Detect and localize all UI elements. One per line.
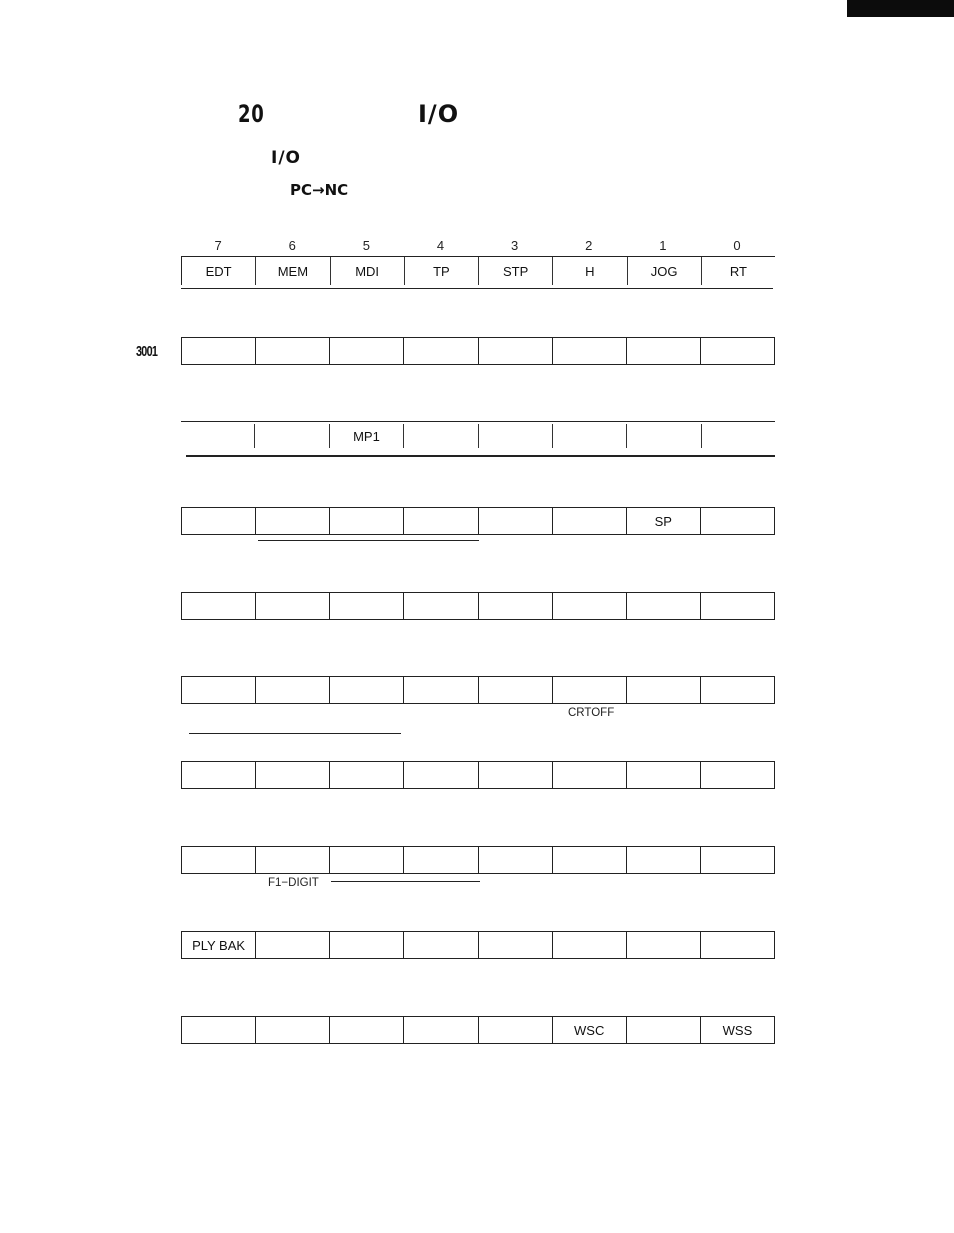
register-row-mode — [181, 257, 775, 285]
corner-tab-mark — [847, 0, 954, 17]
bit-cell — [404, 424, 478, 448]
bracket-line — [258, 540, 479, 541]
bit-number: 7 — [214, 238, 222, 253]
bit-number: 2 — [585, 238, 593, 253]
bit-cell — [182, 508, 256, 534]
bit-cell: MP1 — [330, 424, 404, 448]
bit-cell — [256, 1017, 330, 1043]
bit-number: 6 — [288, 238, 296, 253]
bit-cell — [701, 338, 774, 364]
bit-cell — [627, 847, 701, 873]
register-address: 3001 — [136, 343, 158, 360]
bit-cell: RT — [729, 263, 747, 279]
bit-cell — [553, 677, 627, 703]
bit-cell: PLY BAK — [182, 932, 256, 958]
bit-cell — [479, 847, 553, 873]
bit-cell — [255, 424, 329, 448]
bit-cell — [553, 762, 627, 788]
register-row-wsc-wss — [181, 1016, 775, 1044]
bit-cell: SP — [627, 508, 701, 534]
bit-cell — [404, 762, 478, 788]
bit-cell — [256, 677, 330, 703]
bit-cell — [330, 338, 404, 364]
bit-cell — [404, 508, 478, 534]
crtoff-note: CRTOFF — [568, 707, 615, 719]
bit-cell — [182, 593, 256, 619]
bit-cell — [702, 424, 775, 448]
bit-cell — [404, 847, 478, 873]
chapter-title: I/O — [418, 100, 460, 128]
bit-number-header — [181, 238, 774, 256]
register-row — [181, 592, 775, 620]
register-row-3001 — [181, 337, 775, 365]
register-row-ply-bak — [181, 931, 775, 959]
subsection-title: PC→NC — [290, 181, 349, 199]
bit-cell — [701, 593, 774, 619]
bracket-line — [189, 733, 401, 734]
bit-cell: TP — [405, 257, 479, 285]
bit-cell — [256, 762, 330, 788]
bit-number: 3 — [510, 238, 519, 253]
bit-cell — [553, 338, 627, 364]
bit-cell — [553, 508, 627, 534]
bit-cell — [330, 1017, 404, 1043]
bit-cell: MEM — [256, 257, 330, 285]
bit-cell — [330, 593, 404, 619]
bit-cell — [553, 593, 627, 619]
bit-cell — [627, 1017, 701, 1043]
bit-cell — [627, 677, 701, 703]
bit-cell — [479, 424, 553, 448]
bit-cell — [256, 508, 330, 534]
bit-cell: WSC — [553, 1017, 627, 1043]
bit-cell — [701, 508, 774, 534]
row-underline — [181, 288, 773, 289]
bit-cell: WSS — [722, 1022, 753, 1038]
bit-cell — [553, 424, 627, 448]
bit-cell — [627, 424, 701, 448]
chapter-number: 20 — [238, 100, 265, 128]
bit-cell — [182, 677, 256, 703]
bit-cell — [701, 847, 774, 873]
bit-cell — [479, 762, 553, 788]
bit-cell — [404, 677, 478, 703]
bit-cell: EDT — [182, 257, 256, 285]
bit-cell — [256, 932, 330, 958]
bit-cell — [479, 593, 553, 619]
bit-cell — [256, 593, 330, 619]
bit-cell — [701, 762, 774, 788]
bit-number: 5 — [362, 238, 370, 253]
bit-cell — [404, 1017, 478, 1043]
bit-cell — [701, 677, 774, 703]
bit-cell — [627, 762, 701, 788]
bit-cell — [404, 932, 478, 958]
register-row-sp — [181, 507, 775, 535]
bit-cell — [627, 932, 701, 958]
bit-cell: H — [553, 257, 627, 285]
register-row — [181, 676, 775, 704]
bit-cell — [182, 847, 256, 873]
bit-cell — [404, 338, 478, 364]
bit-number: 1 — [659, 238, 667, 253]
bit-cell — [256, 338, 330, 364]
bit-cell — [182, 338, 256, 364]
bit-cell: STP — [479, 257, 553, 285]
bit-cell — [330, 932, 404, 958]
bit-cell: JOG — [628, 257, 702, 285]
register-row — [181, 846, 775, 874]
bit-cell — [553, 932, 627, 958]
row-underline — [186, 455, 775, 457]
bit-cell — [182, 1017, 256, 1043]
bit-cell — [182, 762, 256, 788]
bit-cell — [330, 847, 404, 873]
bit-cell — [479, 1017, 553, 1043]
bit-cell — [627, 338, 701, 364]
bit-cell — [330, 762, 404, 788]
bit-cell — [330, 677, 404, 703]
bit-cell — [553, 847, 627, 873]
bit-cell: MDI — [331, 257, 405, 285]
bit-cell — [479, 508, 553, 534]
bit-cell — [181, 424, 255, 448]
bit-cell — [479, 932, 553, 958]
bracket-line — [331, 881, 480, 882]
row-topline — [181, 421, 775, 422]
f1-digit-note: F1−DIGIT — [268, 877, 319, 889]
bit-cell — [479, 677, 553, 703]
register-row — [181, 761, 775, 789]
bit-cell — [404, 593, 478, 619]
section-title: I/O — [271, 148, 301, 168]
bit-cell — [627, 593, 701, 619]
register-row-mp1 — [181, 424, 775, 448]
bit-number: 4 — [436, 238, 445, 253]
bit-cell — [330, 508, 404, 534]
bit-cell — [479, 338, 553, 364]
bit-cell — [256, 847, 330, 873]
bit-cell — [701, 932, 774, 958]
bit-number: 0 — [733, 238, 741, 253]
